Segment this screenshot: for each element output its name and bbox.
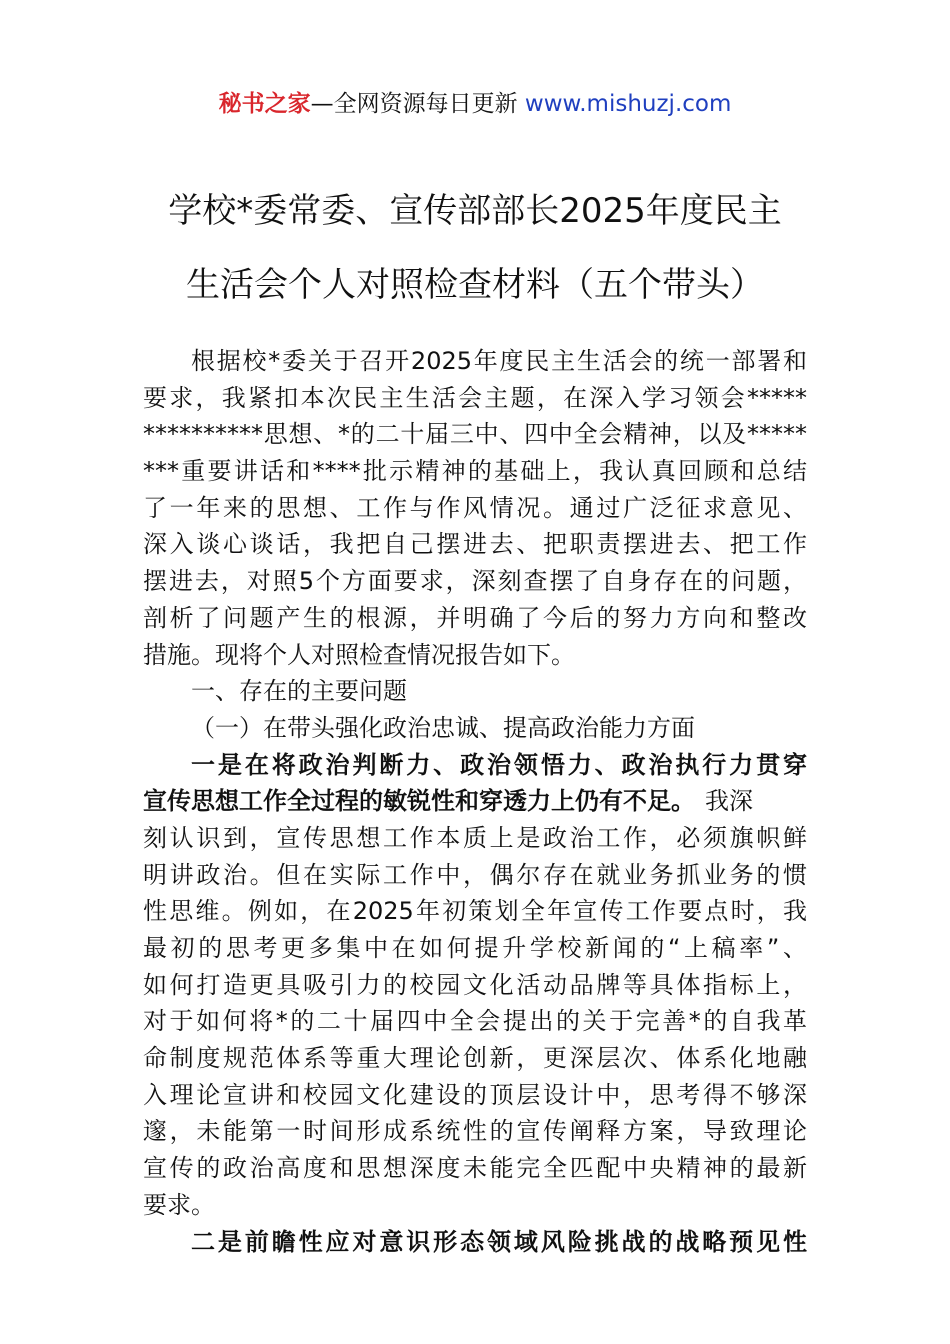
body-line: 根据校*委关于召开2025年度民主生活会的统一部署和	[191, 347, 807, 375]
section-heading: 一、存在的主要问题	[191, 677, 407, 706]
body-line: 对于如何将*的二十届四中全会提出的关于完善*的自我革	[143, 1007, 807, 1036]
point-heading-bold-end: 宣传思想工作全过程的敏锐性和穿透力上仍有不足。	[143, 787, 695, 816]
body-line: 要求，我紧扣本次民主生活会主题，在深入学习领会*****	[143, 383, 807, 412]
watermark-header	[0, 88, 950, 120]
body-line: ***重要讲话和****批示精神的基础上，我认真回顾和总结	[143, 457, 807, 486]
body-line: 最初的思考更多集中在如何提升学校新闻的“上稿率”、	[143, 934, 807, 962]
subsection-heading: （一）在带头强化政治忠诚、提高政治能力方面	[191, 713, 695, 742]
point-heading-bold: 一是在将政治判断力、政治领悟力、政治执行力贯穿	[191, 750, 807, 779]
header-tagline: —全网资源每日更新	[310, 91, 525, 117]
body-line: 命制度规范体系等重大理论创新，更深层次、体系化地融	[143, 1044, 807, 1073]
body-line: 摆进去，对照5个方面要求，深刻查摆了自身存在的问题，	[143, 567, 807, 596]
body-line: 如何打造更具吸引力的校园文化活动品牌等具体指标上，	[143, 970, 807, 999]
site-url-link[interactable]: www.mishuzj.com	[524, 91, 732, 117]
brand-name: 秘书之家	[218, 91, 311, 117]
body-line: **********思想、*的二十届三中、四中全会精神，以及*****	[143, 420, 807, 449]
body-line: 要求。	[143, 1190, 215, 1219]
body-line: 宣传的政治高度和思想深度未能完全匹配中央精神的最新	[143, 1154, 807, 1183]
mixed-line	[143, 783, 807, 820]
body-line: 刻认识到，宣传思想工作本质上是政治工作，必须旗帜鲜	[143, 823, 807, 852]
body-text-span: 我深	[705, 787, 753, 816]
body-line: 措施。现将个人对照检查情况报告如下。	[143, 640, 575, 669]
body-line: 明讲政治。但在实际工作中，偶尔存在就业务抓业务的惯	[143, 860, 807, 889]
point-heading-bold: 二是前瞻性应对意识形态领域风险挑战的战略预见性	[191, 1227, 807, 1256]
body-line: 剖析了问题产生的根源，并明确了今后的努力方向和整改	[143, 603, 807, 632]
body-line: 深入谈心谈话，我把自己摆进去、把职责摆进去、把工作	[143, 530, 807, 559]
document-title-line-2: 生活会个人对照检查材料（五个带头）	[186, 265, 764, 305]
document-body	[143, 343, 807, 1260]
body-line: 了一年来的思想、工作与作风情况。通过广泛征求意见、	[143, 493, 807, 522]
body-line: 入理论宣讲和校园文化建设的顶层设计中，思考得不够深	[143, 1080, 807, 1109]
body-line: 邃，未能第一时间形成系统性的宣传阐释方案，导致理论	[143, 1117, 807, 1146]
body-line: 性思维。例如，在2025年初策划全年宣传工作要点时，我	[143, 897, 807, 926]
document-title-line-1: 学校*委常委、宣传部部长2025年度民主	[168, 191, 782, 231]
